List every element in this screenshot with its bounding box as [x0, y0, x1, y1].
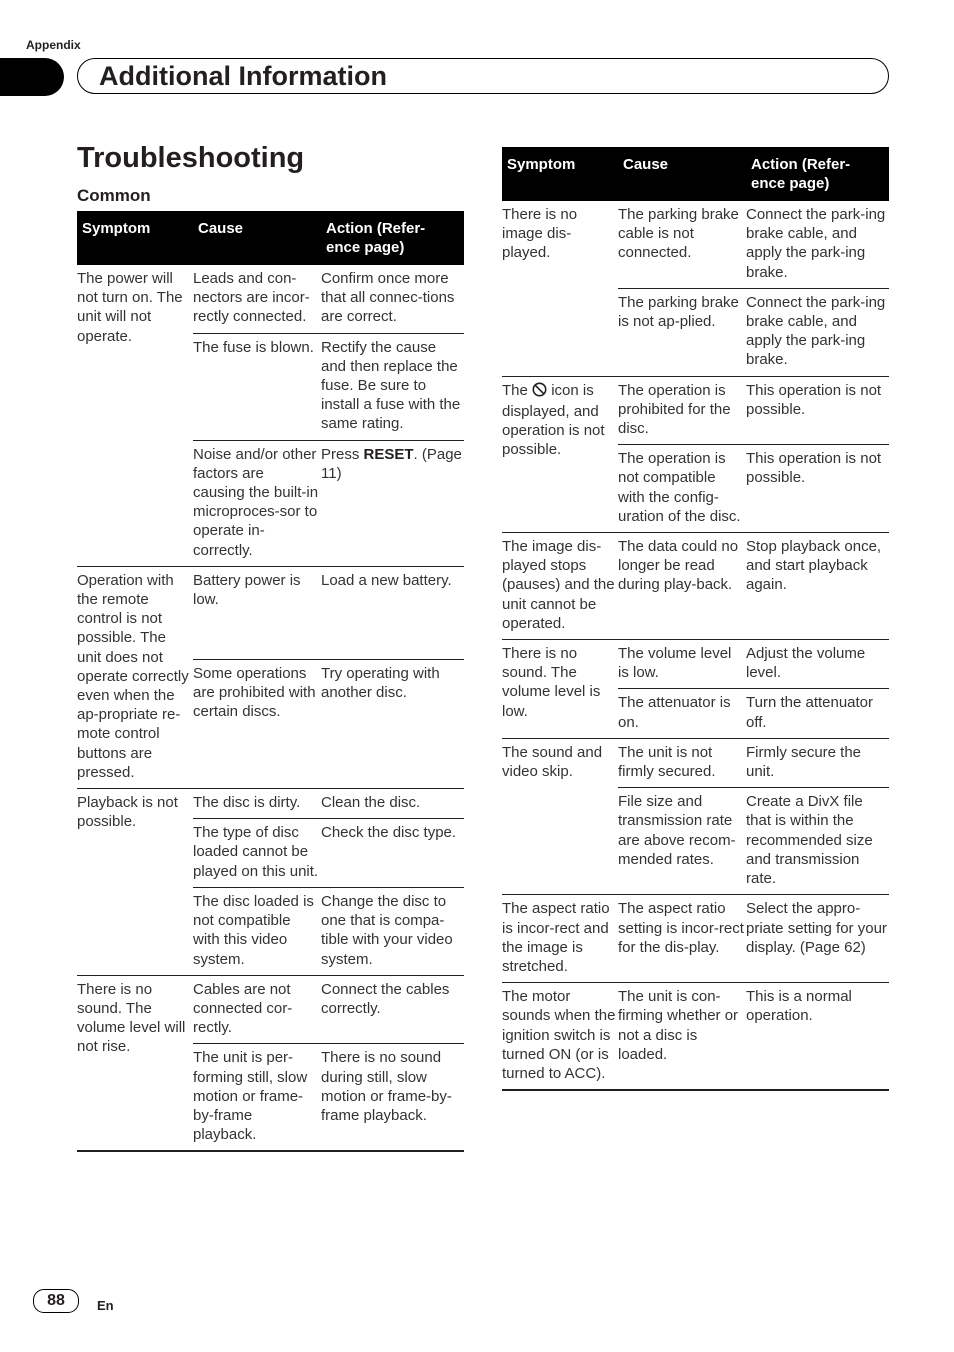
symptom-cell: The image dis-played stops (pauses) and the unit cannot be operated. [502, 533, 618, 640]
action-cell: Create a DivX file that is within the recommended size and transmission rate. [746, 788, 889, 895]
action-cell: Clean the disc. [321, 789, 464, 819]
cause-cell: Cables are not connected cor-rectly. [193, 975, 321, 1044]
action-cell: Firmly secure the unit. [746, 738, 889, 787]
column-header-action: Action (Refer- ence page) [746, 147, 889, 201]
language-code: En [97, 1298, 114, 1313]
action-text: Press [321, 445, 364, 463]
symptom-cell: The sound and video skip. [502, 738, 618, 894]
cause-cell: The unit is con-firming whether or not a disc is loaded. [618, 983, 746, 1091]
action-cell: Try operating with another disc. [321, 659, 464, 788]
symptom-text: The [502, 381, 528, 399]
prohibited-icon [532, 382, 547, 402]
table-row [502, 201, 889, 288]
table-row [77, 789, 464, 819]
action-cell: Check the disc type. [321, 819, 464, 888]
symptom-cell: The aspect ratio is incor-rect and the image is stretched. [502, 895, 618, 983]
table-row [77, 566, 464, 659]
symptom-cell: Playback is not possible. [77, 789, 193, 976]
cause-cell: The disc loaded is not compatible with this video system. [193, 887, 321, 975]
action-cell: Connect the cables correctly. [321, 975, 464, 1044]
cause-cell: The operation is not compatible with the config-uration of the disc. [618, 445, 746, 533]
section-title: Additional Information [99, 61, 387, 91]
column-header-cause: Cause [618, 147, 746, 201]
action-cell: Connect the park-ing brake cable, and apply the park-ing brake. [746, 288, 889, 376]
action-cell: Rectify the cause and then replace the fuse. Be sure to install a fuse with the same rating. [321, 333, 464, 440]
cause-cell: The attenuator is on. [618, 689, 746, 738]
cause-cell: The fuse is blown. [193, 333, 321, 440]
column-header-cause: Cause [193, 211, 321, 265]
column-header-symptom: Symptom [502, 147, 618, 201]
table-row [77, 975, 464, 1044]
table-row [502, 376, 889, 445]
symptom-cell: There is no sound. The volume level will not rise. [77, 975, 193, 1151]
symptom-cell: There is no image dis-played. [502, 206, 578, 262]
appendix-label: Appendix [26, 38, 81, 52]
cause-cell: The aspect ratio setting is incor-rect for the dis-play. [618, 895, 746, 983]
symptom-cell: The power will not turn on. The unit will not operate. [77, 270, 183, 345]
cause-cell: The data could no longer be read during play-back. [618, 533, 746, 640]
cause-cell: The unit is per-forming still, slow motion or frame-by-frame playback. [193, 1044, 321, 1152]
reset-button-label: RESET [363, 445, 414, 463]
symptom-cell: There is no sound. The volume level is low. [502, 640, 618, 739]
cause-cell: The operation is prohibited for the disc. [618, 376, 746, 445]
page-title: Troubleshooting [77, 142, 305, 174]
action-cell: This operation is not possible. [746, 445, 889, 533]
symptom-cell: Operation with the remote control is not possible. The unit does not operate correctly even when the ap-propriate re-mote control buttons are pressed. [77, 566, 193, 788]
action-cell: Stop playback once, and start playback again. [746, 533, 889, 640]
action-cell [321, 440, 464, 566]
table-row [502, 983, 889, 1091]
cause-cell: Some operations are prohibited with certain discs. [193, 659, 321, 788]
table-row [502, 738, 889, 787]
cause-cell: The volume level is low. [618, 640, 746, 689]
cause-cell: The disc is dirty. [193, 789, 321, 819]
cause-cell: The unit is not firmly secured. [618, 738, 746, 787]
action-text: . (Page 11) [321, 445, 462, 482]
table-row [502, 895, 889, 983]
table-row [77, 265, 464, 333]
cause-cell: The type of disc loaded cannot be played on this unit. [193, 819, 321, 888]
section-tab-marker [0, 58, 64, 96]
action-cell: This is a normal operation. [746, 983, 889, 1091]
action-cell: Select the appro-priate setting for your display. (Page 62) [746, 895, 889, 983]
action-cell: Turn the attenuator off. [746, 689, 889, 738]
action-cell: Connect the park-ing brake cable, and apply the park-ing brake. [746, 206, 886, 281]
symptom-text: icon is displayed, and operation is not possible. [502, 381, 605, 459]
cause-cell: Leads and con-nectors are incor-rectly connected. [193, 270, 310, 326]
subheading-common: Common [77, 186, 151, 205]
page-number: 88 [33, 1289, 79, 1313]
cause-cell: File size and transmission rate are above recom-mended rates. [618, 788, 746, 895]
table-row [502, 533, 889, 640]
symptom-cell: The motor sounds when the ignition switch is turned ON (or is turned to ACC). [502, 983, 618, 1091]
symptom-cell [502, 376, 618, 532]
action-cell: This operation is not possible. [746, 376, 889, 445]
action-cell: Confirm once more that all connec-tions are correct. [321, 270, 455, 326]
action-cell: Load a new battery. [321, 566, 464, 659]
column-header-action: Action (Refer- ence page) [321, 211, 464, 265]
action-cell: Adjust the volume level. [746, 640, 889, 689]
troubleshooting-table-common [77, 211, 464, 1152]
cause-cell: The parking brake is not ap-plied. [618, 288, 746, 376]
cause-cell: Noise and/or other factors are causing the built-in microproces-sor to operate in-correctly. [193, 440, 321, 566]
column-header-symptom: Symptom [77, 211, 193, 265]
table-row [502, 640, 889, 689]
action-cell: Change the disc to one that is compa-tible with your video system. [321, 887, 464, 975]
troubleshooting-table-continued [502, 147, 889, 1091]
action-cell: There is no sound during still, slow motion or frame-by-frame playback. [321, 1044, 464, 1152]
cause-cell: The parking brake cable is not connected. [618, 206, 739, 262]
cause-cell: Battery power is low. [193, 566, 321, 659]
